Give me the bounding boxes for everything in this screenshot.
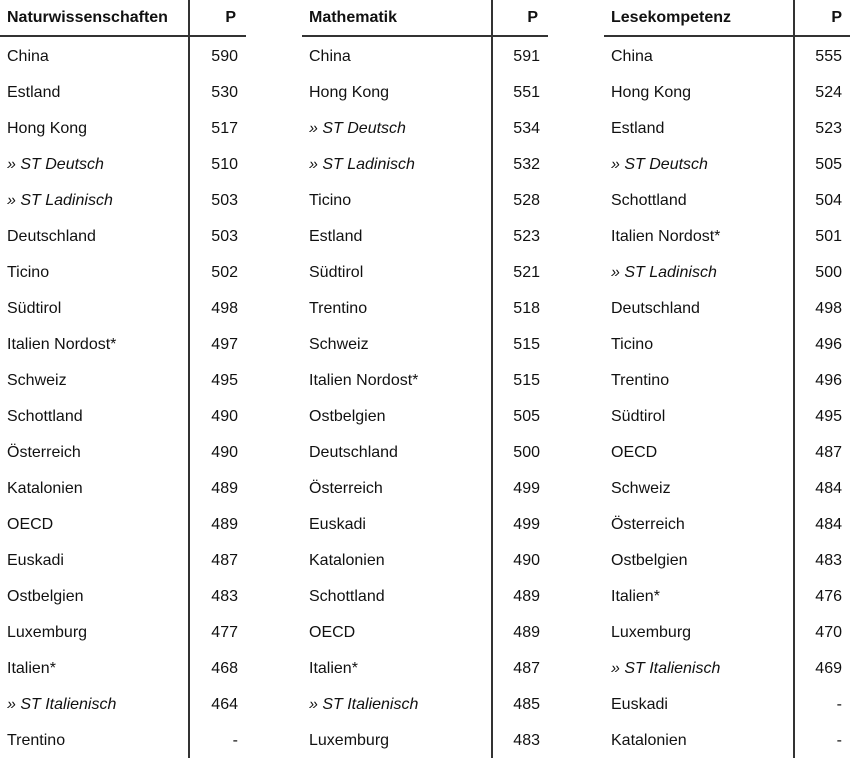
score-value: 490 [211,408,238,425]
table-row [604,291,850,327]
table-body [302,39,548,759]
table-row [0,471,246,507]
region-name: » ST Italienisch [7,696,117,713]
region-name: Luxemburg [611,624,692,641]
table-row [0,399,246,435]
table-row [604,579,850,615]
table-row [302,111,548,147]
region-name: China [7,48,49,65]
table-row [302,435,548,471]
score-value: 499 [513,516,540,533]
score-value: 500 [815,264,842,281]
region-name: Schottland [7,408,83,425]
table-row [604,39,850,75]
table-row [0,291,246,327]
table-row [604,327,850,363]
table-row [0,147,246,183]
region-name: Katalonien [7,480,83,497]
score-value: 510 [211,156,238,173]
score-value: 476 [815,588,842,605]
score-value: 489 [211,516,238,533]
region-name: Italien Nordost* [7,336,117,353]
region-name: Katalonien [611,732,687,749]
table-row [604,687,850,723]
region-name: Deutschland [611,300,700,317]
table-row [302,219,548,255]
table-row [302,255,548,291]
score-value: 523 [815,120,842,137]
region-name: Ticino [7,264,50,281]
region-name: » ST Ladinisch [7,192,113,209]
score-value: 530 [211,84,238,101]
region-name: Estland [7,84,61,101]
table-row [0,723,246,759]
table-row [0,579,246,615]
score-value: 496 [815,336,842,353]
table-row [302,507,548,543]
region-name: Ticino [309,192,352,209]
table-row [604,363,850,399]
region-name: Trentino [611,372,670,389]
region-name: Euskadi [7,552,64,569]
region-name: Italien Nordost* [309,372,419,389]
score-value: 487 [513,660,540,677]
score-value: 502 [211,264,238,281]
score-value: 495 [211,372,238,389]
region-name: Schweiz [7,372,67,389]
region-name: Hong Kong [309,84,390,101]
score-value: 524 [815,84,842,101]
table-row [0,327,246,363]
table-row [302,327,548,363]
table-row [604,75,850,111]
region-name: Trentino [309,300,368,317]
region-name: » ST Ladinisch [611,264,717,281]
region-name: Ostbelgien [7,588,84,605]
score-value: 503 [211,228,238,245]
score-value: 505 [513,408,540,425]
table-row [0,39,246,75]
region-name: Deutschland [309,444,398,461]
score-value: 498 [815,300,842,317]
table-row [604,471,850,507]
region-name: Hong Kong [7,120,88,137]
score-value: 484 [815,480,842,497]
table-row [302,651,548,687]
column-header-subject: Lesekompetenz [611,9,732,26]
table-body [0,39,246,759]
table-row [604,399,850,435]
score-value: 484 [815,516,842,533]
table-row [0,363,246,399]
score-value: 499 [513,480,540,497]
score-value: 464 [211,696,238,713]
score-value: 483 [815,552,842,569]
region-name: Ticino [611,336,654,353]
region-name: » ST Italienisch [611,660,721,677]
score-value: 470 [815,624,842,641]
region-name: Südtirol [309,264,364,281]
score-value: 501 [815,228,842,245]
score-value: 503 [211,192,238,209]
score-value: 487 [815,444,842,461]
region-name: Südtirol [611,408,666,425]
region-name: Schweiz [611,480,671,497]
score-value: 490 [211,444,238,461]
table-row [302,543,548,579]
column-header-score: P [831,9,842,26]
region-name: China [611,48,653,65]
region-name: Italien* [309,660,358,677]
region-name: Italien Nordost* [611,228,721,245]
region-name: » ST Deutsch [309,120,406,137]
score-value: 489 [211,480,238,497]
table-row [302,183,548,219]
region-name: » ST Deutsch [7,156,104,173]
table-row [302,723,548,759]
table-row [0,75,246,111]
score-value: 489 [513,588,540,605]
region-name: Ostbelgien [309,408,386,425]
region-name: Schottland [611,192,687,209]
table-row [604,723,850,759]
table-row [0,111,246,147]
table-row [604,507,850,543]
score-value: 555 [815,48,842,65]
column-header-score: P [225,9,236,26]
score-value: - [836,696,842,713]
score-value: - [232,732,238,749]
score-value: - [836,732,842,749]
table-header [604,0,850,37]
region-name: Italien* [7,660,56,677]
region-name: Österreich [7,444,81,461]
table-row [0,183,246,219]
table-row [0,507,246,543]
table-row [604,255,850,291]
table-header [302,0,548,37]
table-naturwissenschaften [0,0,246,758]
region-name: Hong Kong [611,84,692,101]
score-value: 500 [513,444,540,461]
region-name: OECD [309,624,356,641]
score-value: 490 [513,552,540,569]
table-mathematik [302,0,548,758]
table-row [0,651,246,687]
column-header-subject: Naturwissenschaften [7,9,168,26]
region-name: Estland [309,228,363,245]
table-row [604,543,850,579]
table-row [604,183,850,219]
region-name: Österreich [611,516,685,533]
table-row [604,147,850,183]
table-row [302,75,548,111]
score-value: 498 [211,300,238,317]
table-header [0,0,246,37]
score-value: 469 [815,660,842,677]
table-row [0,255,246,291]
score-value: 497 [211,336,238,353]
score-value: 489 [513,624,540,641]
region-name: Italien* [611,588,660,605]
score-value: 515 [513,336,540,353]
region-name: Südtirol [7,300,62,317]
region-name: China [309,48,351,65]
table-row [604,219,850,255]
region-name: » ST Ladinisch [309,156,415,173]
table-row [0,687,246,723]
score-value: 523 [513,228,540,245]
score-value: 591 [513,48,540,65]
table-row [0,543,246,579]
region-name: Luxemburg [7,624,88,641]
table-lesekompetenz [604,0,850,758]
region-name: Estland [611,120,665,137]
table-row [302,39,548,75]
table-row [0,435,246,471]
score-value: 477 [211,624,238,641]
region-name: OECD [7,516,54,533]
score-value: 485 [513,696,540,713]
table-row [302,291,548,327]
score-value: 528 [513,192,540,209]
table-row [302,579,548,615]
score-value: 505 [815,156,842,173]
score-value: 518 [513,300,540,317]
table-row [302,363,548,399]
column-header-subject: Mathematik [309,9,398,26]
score-value: 483 [211,588,238,605]
region-name: Trentino [7,732,66,749]
region-name: Euskadi [309,516,366,533]
score-value: 483 [513,732,540,749]
region-name: Euskadi [611,696,668,713]
region-name: Schottland [309,588,385,605]
region-name: Ostbelgien [611,552,688,569]
table-row [0,219,246,255]
region-name: Deutschland [7,228,96,245]
table-row [302,147,548,183]
region-name: Österreich [309,480,383,497]
column-header-score: P [527,9,538,26]
region-name: Luxemburg [309,732,390,749]
table-row [604,435,850,471]
score-value: 515 [513,372,540,389]
table-row [302,471,548,507]
region-name: Katalonien [309,552,385,569]
table-row [604,651,850,687]
score-value: 487 [211,552,238,569]
score-value: 532 [513,156,540,173]
table-row [0,615,246,651]
table-row [302,687,548,723]
score-value: 496 [815,372,842,389]
region-name: OECD [611,444,658,461]
score-value: 495 [815,408,842,425]
score-value: 517 [211,120,238,137]
region-name: » ST Deutsch [611,156,708,173]
score-value: 504 [815,192,842,209]
score-value: 534 [513,120,540,137]
region-name: » ST Italienisch [309,696,419,713]
table-row [604,615,850,651]
score-value: 551 [513,84,540,101]
score-value: 468 [211,660,238,677]
table-row [604,111,850,147]
table-body [604,39,850,759]
table-row [302,399,548,435]
table-row [302,615,548,651]
score-value: 521 [513,264,540,281]
region-name: Schweiz [309,336,369,353]
score-value: 590 [211,48,238,65]
